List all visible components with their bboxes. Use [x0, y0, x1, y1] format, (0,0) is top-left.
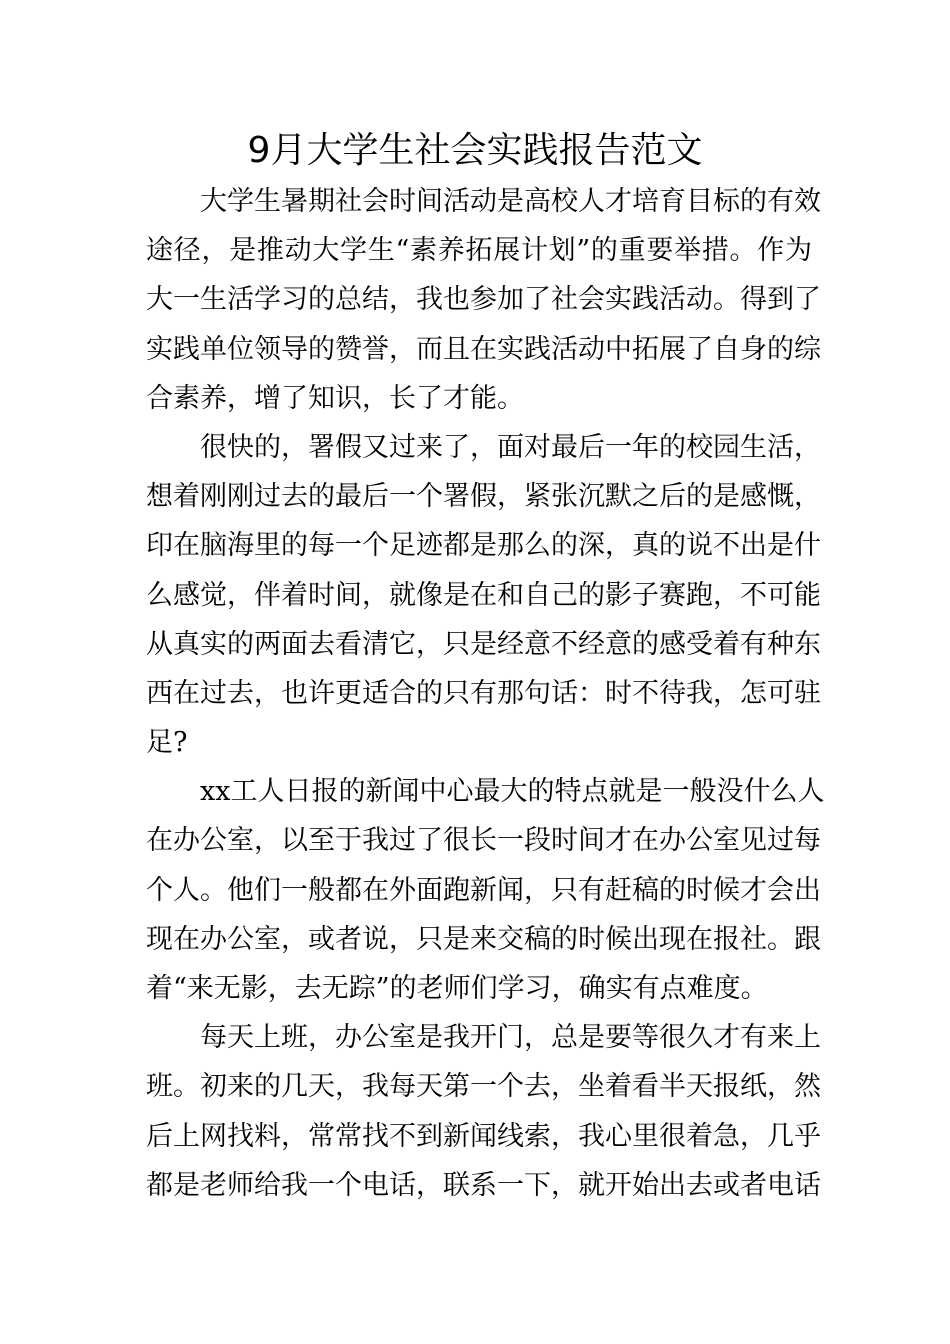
text-line: 个人。他们一般都在外面跑新闻，只有赶稿的时候才会出	[146, 874, 821, 906]
text-line: 想着刚刚过去的最后一个署假，紧张沉默之后的是感慨，	[146, 481, 821, 513]
text-line: 都是老师给我一个电话，联系一下，就开始出去或者电话	[146, 1169, 821, 1201]
text-line: 班。初来的几天，我每天第一个去，坐着看半天报纸，然	[146, 1071, 821, 1103]
text-line: 大一生活学习的总结，我也参加了社会实践活动。得到了	[146, 284, 821, 316]
paragraph-4	[146, 1013, 821, 1210]
text-line: 每天上班，办公室是我开门，总是要等很久才有来上	[200, 1022, 821, 1054]
text-line: 合素养，增了知识，长了才能。	[146, 382, 524, 414]
text-line: 大学生暑期社会时间活动是高校人才培育目标的有效	[200, 186, 821, 217]
document-title: 9月大学生社会实践报告范文	[247, 130, 703, 171]
paragraph-1	[146, 177, 821, 423]
text-line: 现在办公室，或者说，只是来交稿的时候出现在报社。跟	[146, 923, 821, 955]
text-line: 途径，是推动大学生“素养拓展计划”的重要举措。作为	[146, 235, 812, 267]
paragraph-3	[146, 767, 825, 1013]
text-line: xx工人日报的新闻中心最大的特点就是一般没什么人	[200, 776, 825, 808]
text-line: 实践单位领导的赞誉，而且在实践活动中拓展了自身的综	[146, 333, 821, 365]
text-line: 足?	[146, 727, 188, 759]
text-line: 印在脑海里的每一个足迹都是那么的深，真的说不出是什	[146, 530, 821, 562]
paragraph-2	[146, 423, 821, 767]
text-line: 西在过去，也许更适合的只有那句话：时不待我，怎可驻	[146, 677, 821, 709]
text-line: 后上网找料，常常找不到新闻线索，我心里很着急，几乎	[146, 1120, 821, 1152]
text-line: 在办公室，以至于我过了很长一段时间才在办公室见过每	[146, 825, 821, 857]
text-line: 么感觉，伴着时间，就像是在和自己的影子赛跑，不可能	[146, 579, 821, 611]
document-body	[146, 177, 825, 1210]
text-line: 从真实的两面去看清它，只是经意不经意的感受着有种东	[146, 628, 821, 660]
text-line: 很快的，署假又过来了，面对最后一年的校园生活，	[200, 431, 821, 463]
text-line: 着“来无影，去无踪”的老师们学习，确实有点难度。	[146, 973, 768, 1004]
